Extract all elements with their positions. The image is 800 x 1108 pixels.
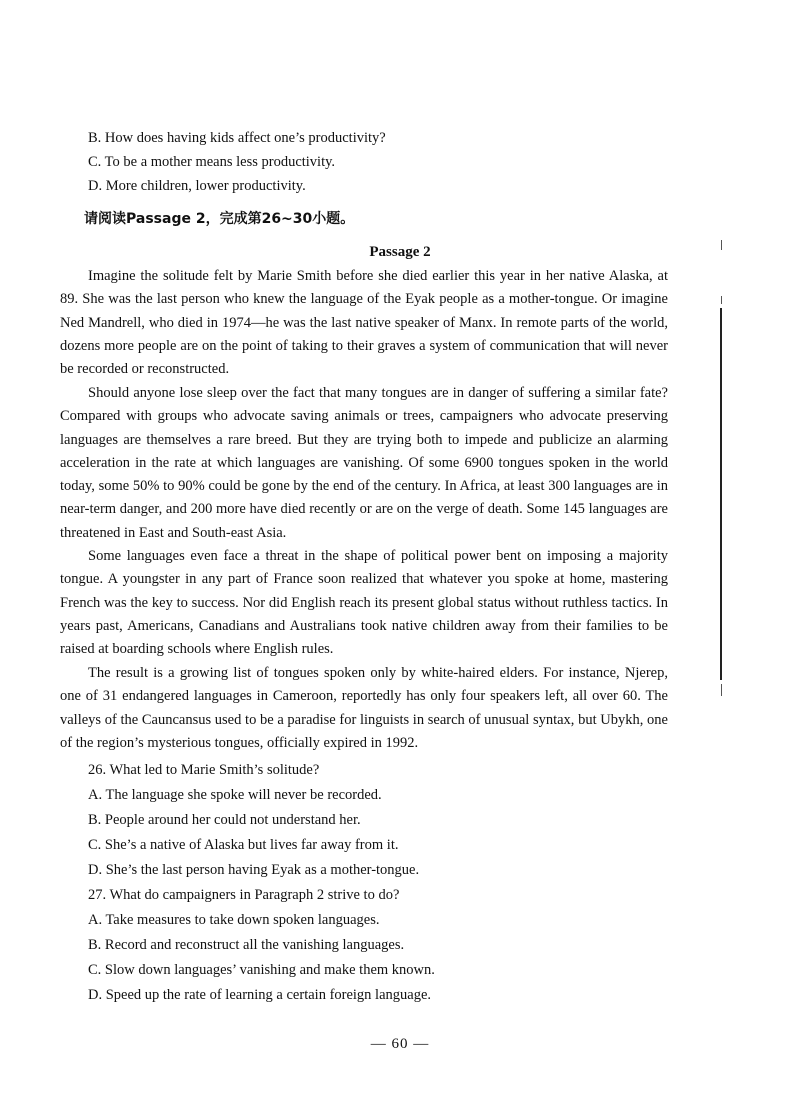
question-27-option-b: B. Record and reconstruct all the vanishing languages.	[88, 937, 405, 953]
prev-option-c: C. To be a mother means less productivity.	[88, 154, 336, 170]
prev-option-d: D. More children, lower productivity.	[88, 178, 306, 194]
margin-binding-line	[720, 308, 722, 680]
question-27-option-d: D. Speed up the rate of learning a certain foreign language.	[88, 987, 432, 1003]
section-instruction: 请阅读Passage 2，完成第26~30小题。	[84, 211, 355, 227]
paragraph-4: The result is a growing list of tongues spoken only by white-haired elders. For instance, Njerep, one of 31 endangered languages in Cameroon, reportedly has only four speakers left, all over 60. The valleys of the Cauncansus used to be a paradise for linguists in search of unusual syntax, but Ubykh, one of the region’s mysterious tongues, officially expired in 1992.	[60, 665, 668, 751]
question-26-option-c: C. She’s a native of Alaska but lives far away from it.	[88, 837, 399, 853]
margin-tick-mark	[721, 684, 722, 696]
question-26-option-d: D. She’s the last person having Eyak as a mother-tongue.	[88, 862, 420, 878]
question-26-option-a: A. The language she spoke will never be recorded.	[88, 787, 382, 803]
question-27-option-c: C. Slow down languages’ vanishing and make them known.	[88, 962, 435, 978]
paragraph-3: Some languages even face a threat in the shape of political power bent on imposing a majority tongue. A youngster in any part of France soon realized that whatever you spoke at home, mastering French was the key to success. Nor did English reach its present global status without ruthless tactics. In years past, Americans, Canadians and Australians took native children away from their families to be raised at boarding schools where English rules.	[60, 548, 668, 658]
margin-tick-mark	[721, 240, 722, 250]
question-27-option-a: A. Take measures to take down spoken languages.	[88, 912, 380, 928]
paragraph-1: Imagine the solitude felt by Marie Smith before she died earlier this year in her native Alaska, at 89. She was the last person who knew the language of the Eyak people as a mother-tongue. Or imagine Ned Mandrell, who died in 1974—he was the last native speaker of Manx. In remote parts of the world, dozens more people are on the point of taking to their graves a system of communication that will never be recorded or reconstructed.	[60, 268, 668, 378]
paragraph-2: Should anyone lose sleep over the fact that many tongues are in danger of suffering a similar fate? Compared with groups who advocate saving animals or trees, campaigners who advocate preserving languages are themselves a rare breed. But they are trying both to impede and publicize an alarming acceleration in the rate at which languages are vanishing. Of some 6900 tongues spoken in the world today, some 50% to 90% could be gone by the end of the century. In Africa, at least 300 languages are in near-term danger, and 200 more have died recently or are on the verge of death. Some 145 languages are threatened in East and South-east Asia.	[60, 385, 668, 541]
prev-option-b: B. How does having kids affect one’s productivity?	[88, 130, 386, 146]
page-number: — 60 —	[370, 1036, 430, 1052]
question-26-option-b: B. People around her could not understand her.	[88, 812, 361, 828]
margin-tick-mark	[721, 296, 722, 304]
question-26-stem: 26. What led to Marie Smith’s solitude?	[88, 762, 320, 778]
question-27-stem: 27. What do campaigners in Paragraph 2 strive to do?	[88, 887, 400, 903]
passage-title: Passage 2	[369, 244, 431, 260]
